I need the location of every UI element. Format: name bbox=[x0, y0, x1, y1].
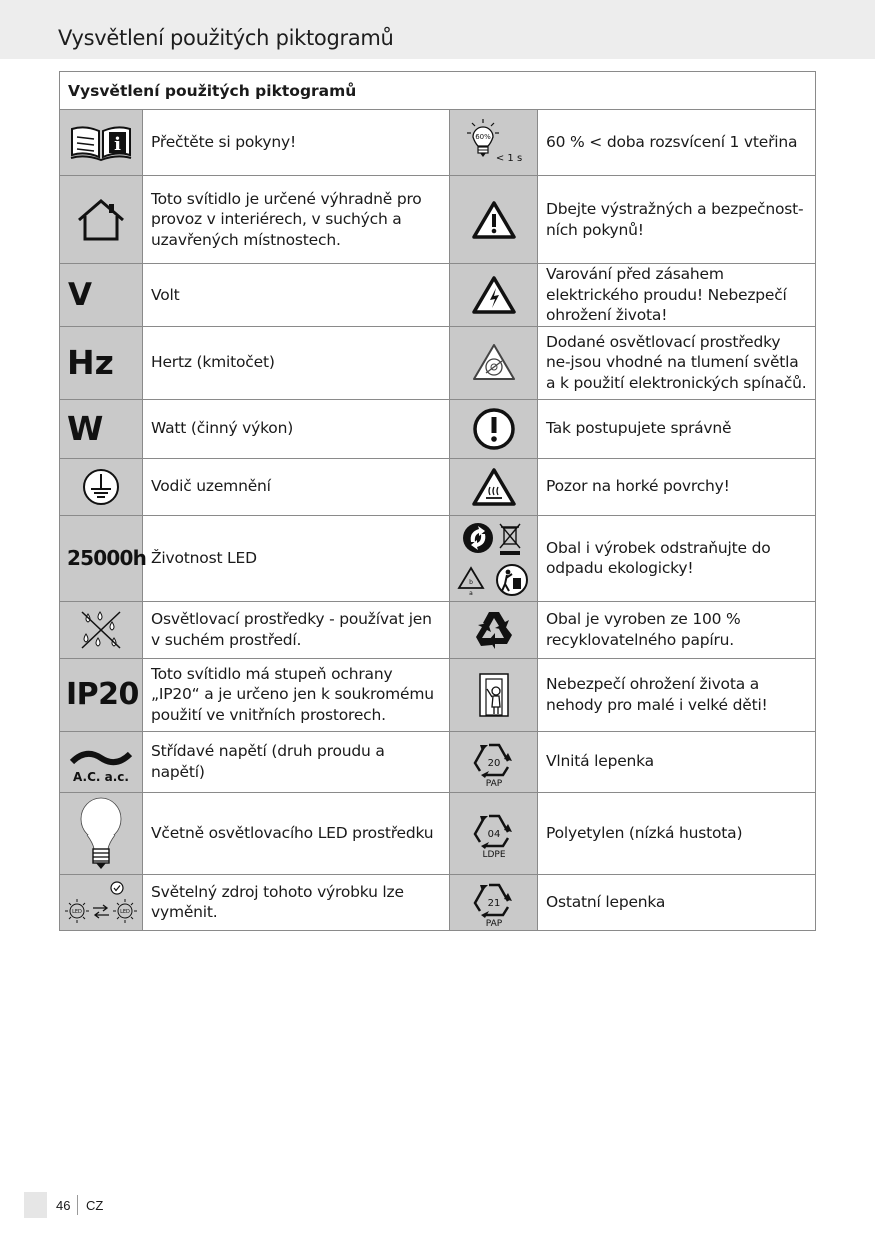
right-text: Dbejte výstražných a bezpečnost-ních pokynů! bbox=[538, 176, 816, 264]
right-text: Dodané osvětlovací prostředky ne-jsou vhodné na tlumení světla a k použití elektronických spínačů. bbox=[538, 326, 816, 399]
table-caption: Vysvětlení použitých piktogramů bbox=[60, 72, 816, 110]
svg-text:21: 21 bbox=[487, 898, 500, 909]
flash-time-label: < 1 s bbox=[495, 152, 522, 164]
recycle-icon bbox=[450, 601, 538, 658]
right-text: Tak postupujete správně bbox=[538, 399, 816, 458]
svg-text:PAP: PAP bbox=[485, 778, 502, 787]
right-text: Vlnitá lepenka bbox=[538, 731, 816, 792]
recycle-21-pap-icon bbox=[450, 874, 538, 930]
volt-icon: V bbox=[60, 264, 143, 327]
right-text: Polyetylen (nízká hustota) bbox=[538, 792, 816, 874]
page-number: 46 bbox=[56, 1198, 71, 1213]
footer-marker bbox=[24, 1192, 47, 1218]
exclamation-icon bbox=[450, 399, 538, 458]
table-row bbox=[60, 601, 816, 658]
svg-text:LED: LED bbox=[72, 909, 82, 915]
indoor-use-icon bbox=[60, 176, 143, 264]
left-text: Watt (činný výkon) bbox=[143, 399, 450, 458]
left-text: Včetně osvětlovacího LED prostředku bbox=[143, 792, 450, 874]
watt-icon: W bbox=[60, 399, 143, 458]
table-row bbox=[60, 874, 816, 930]
language-code: CZ bbox=[86, 1198, 104, 1213]
left-text: Volt bbox=[143, 264, 450, 327]
ac-label: A.C. a.c. bbox=[73, 769, 129, 784]
svg-text:LED: LED bbox=[120, 909, 130, 915]
svg-text:20: 20 bbox=[487, 757, 500, 769]
left-text: Střídavé napětí (druh proudu a napětí) bbox=[143, 731, 450, 792]
table-row bbox=[60, 515, 816, 601]
left-text: Světelný zdroj tohoto výrobku lze vyměnit. bbox=[143, 874, 450, 930]
table-row bbox=[60, 792, 816, 874]
right-text: Ostatní lepenka bbox=[538, 874, 816, 930]
table-row bbox=[60, 399, 816, 458]
read-instructions-icon bbox=[60, 110, 143, 176]
flash-duration-icon bbox=[450, 110, 538, 176]
left-text: Vodič uzemnění bbox=[143, 458, 450, 515]
table-row bbox=[60, 110, 816, 176]
table-row bbox=[60, 731, 816, 792]
right-text: Obal je vyroben ze 100 % recyklovatelného papíru. bbox=[538, 601, 816, 658]
flash-pct-label: 60% bbox=[474, 132, 491, 141]
svg-text:PAP: PAP bbox=[485, 919, 502, 927]
sort-a-label: a bbox=[468, 590, 473, 597]
left-text: Životnost LED bbox=[143, 515, 450, 601]
led-bulb-icon bbox=[60, 792, 143, 874]
right-text: Nebezpečí ohrožení života a nehody pro malé i velké děti! bbox=[538, 658, 816, 731]
electric-shock-icon bbox=[450, 264, 538, 327]
table-row bbox=[60, 658, 816, 731]
table-row bbox=[60, 458, 816, 515]
svg-text:i: i bbox=[114, 133, 121, 155]
child-danger-icon bbox=[450, 658, 538, 731]
table-row bbox=[60, 176, 816, 264]
replaceable-light-icon bbox=[60, 874, 143, 930]
disposal-icons bbox=[450, 515, 538, 601]
warning-icon bbox=[450, 176, 538, 264]
page-title: Vysvětlení použitých piktogramů bbox=[58, 26, 394, 50]
left-text: Osvětlovací prostředky - používat jen v suchém prostředí. bbox=[143, 601, 450, 658]
right-text: Varování před zásahem elektrického proudu! Nebezpečí ohrožení života! bbox=[538, 264, 816, 327]
left-text: Toto svítidlo má stupeň ochrany „IP20“ a je určeno jen k soukromému použití ve vnitřních prostorech. bbox=[143, 658, 450, 731]
right-text: Obal i výrobek odstraňujte do odpadu ekologicky! bbox=[538, 515, 816, 601]
recycle-20-pap-icon bbox=[450, 731, 538, 792]
svg-text:04: 04 bbox=[487, 829, 500, 840]
footer-divider bbox=[77, 1195, 78, 1215]
ip20-icon: IP20 bbox=[60, 658, 143, 731]
hot-surface-icon bbox=[450, 458, 538, 515]
left-text: Hertz (kmitočet) bbox=[143, 326, 450, 399]
ac-icon bbox=[60, 731, 143, 792]
right-text: 60 % < doba rozsvícení 1 vteřina bbox=[538, 110, 816, 176]
ground-icon bbox=[60, 458, 143, 515]
hertz-icon: Hz bbox=[60, 326, 143, 399]
pictogram-table bbox=[59, 71, 816, 931]
lifetime-icon: 25000h bbox=[60, 515, 143, 601]
no-dimmer-icon bbox=[450, 326, 538, 399]
table-row bbox=[60, 326, 816, 399]
recycle-04-ldpe-icon bbox=[450, 792, 538, 874]
right-text: Pozor na horké povrchy! bbox=[538, 458, 816, 515]
sort-b-label: b bbox=[468, 579, 473, 586]
left-text: Přečtěte si pokyny! bbox=[143, 110, 450, 176]
dry-use-icon bbox=[60, 601, 143, 658]
table-row bbox=[60, 264, 816, 327]
svg-text:LDPE: LDPE bbox=[481, 850, 506, 858]
left-text: Toto svítidlo je určené výhradně pro provoz v interiérech, v suchých a uzavřených místnostech. bbox=[143, 176, 450, 264]
